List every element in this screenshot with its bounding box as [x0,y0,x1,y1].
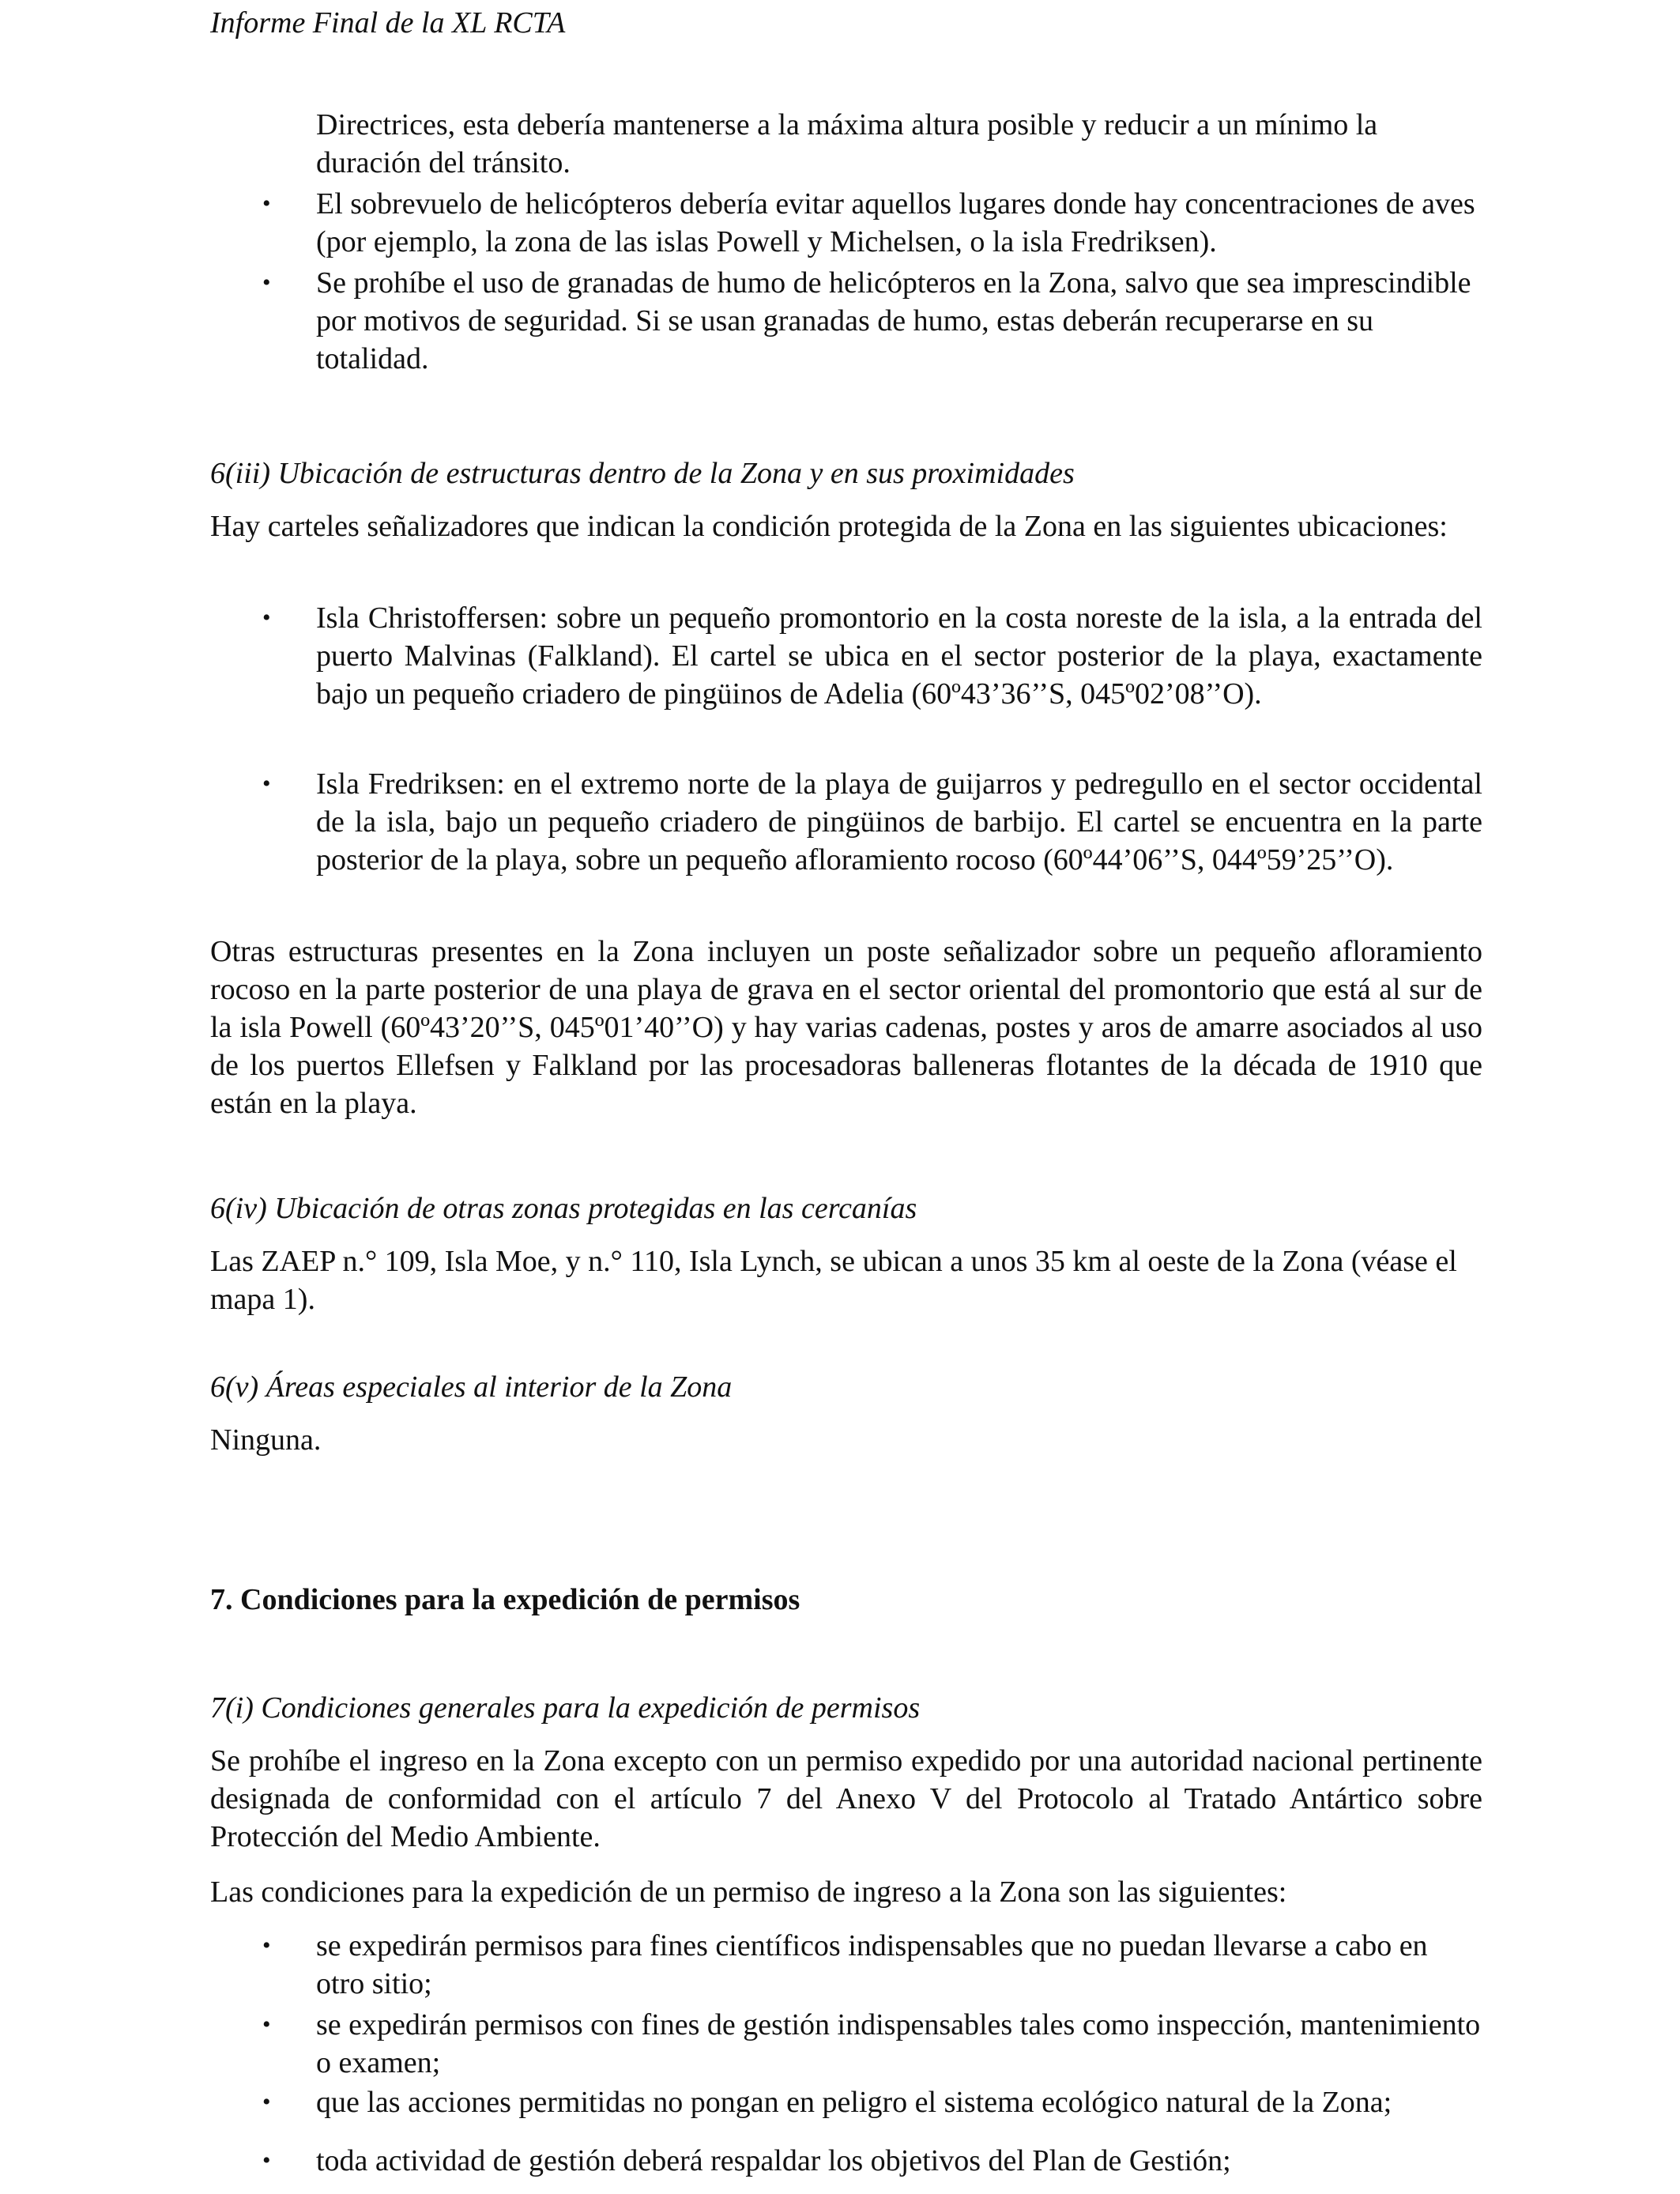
running-header: Informe Final de la XL RCTA [210,6,566,40]
list-item [262,2142,1482,2180]
list-item [262,599,1482,713]
section-heading-7: 7. Condiciones para la expedición de permisos [210,1583,800,1616]
list-item-text: Isla Fredriksen: en el extremo norte de la playa de guijarros y pedregullo en el sector occidental de la isla, bajo un pequeño criadero de pingüinos de barbijo. El cartel se encuentra en la parte posterior de la playa, sobre un pequeño afloramiento rocoso (60º44’06’’S, 044º59’25’’O). [316,767,1482,876]
list-item [262,185,1482,261]
section-heading-7i: 7(i) Condiciones generales para la expedición de permisos [210,1691,921,1725]
bullet-icon: • [262,190,271,217]
list-item-text: Isla Christoffersen: sobre un pequeño promontorio en la costa noreste de la isla, a la entrada del puerto Malvinas (Falkland). El cartel se ubica en el sector posterior de la playa, exactamente bajo un pequeño criadero de pingüinos de Adelia (60º43’36’’S, 045º02’08’’O). [316,601,1482,711]
bullet-icon: • [262,1932,271,1958]
bullet-icon: • [262,2089,271,2115]
bullet-icon: • [262,2147,271,2173]
list-item [262,264,1482,378]
list-item-text: se expedirán permisos con fines de gestión indispensables tales como inspección, mantenimiento o examen; [316,2008,1481,2079]
section-heading-6v: 6(v) Áreas especiales al interior de la Zona [210,1370,733,1404]
section-6iii-closing: Otras estructuras presentes en la Zona incluyen un poste señalizador sobre un pequeño afloramiento rocoso en la parte posterior de una playa de grava en el sector oriental del promontorio que está al sur de la isla Powell (60º43’20’’S, 045º01’40’’O) y hay varias cadenas, postes y aros de amarre asociados al uso de los puertos Ellefsen y Falkland por las procesadoras balleneras flotantes de la década de 1910 que están en la playa. [210,935,1482,1120]
list-item-text: se expedirán permisos para fines científicos indispensables que no puedan llevarse a cabo en otro sitio; [316,1929,1428,2000]
section-7i-conditions-intro: Las condiciones para la expedición de un permiso de ingreso a la Zona son las siguientes: [210,1875,1287,1909]
section-heading-6iv: 6(iv) Ubicación de otras zonas protegidas en las cercanías [210,1192,917,1225]
section-6iii-intro: Hay carteles señalizadores que indican la condición protegida de la Zona en las siguientes ubicaciones: [210,510,1448,543]
section-heading-6iii: 6(iii) Ubicación de estructuras dentro de la Zona y en sus proximidades [210,457,1075,490]
bullet-icon: • [262,771,271,797]
list-item-text: que las acciones permitidas no pongan en peligro el sistema ecológico natural de la Zona; [316,2086,1392,2119]
section-6v-body: Ninguna. [210,1423,322,1457]
list-item-text: El sobrevuelo de helicópteros debería evitar aquellos lugares donde hay concentraciones de aves (por ejemplo, la zona de las islas Powell y Michelsen, o la isla Fredriksen). [316,187,1475,258]
list-item [262,1927,1482,2003]
list-item-text: Se prohíbe el uso de granadas de humo de helicópteros en la Zona, salvo que sea imprescindible por motivos de seguridad. Si se usan granadas de humo, estas deberán recuperarse en su totalidad. [316,266,1471,375]
list-item [262,2083,1482,2121]
bullet-continuation: Directrices, esta debería mantenerse a la máxima altura posible y reducir a un mínimo la duración del tránsito. [316,108,1378,179]
section-6iv-body: Las ZAEP n.° 109, Isla Moe, y n.° 110, Isla Lynch, se ubican a unos 35 km al oeste de la Zona (véase el mapa 1). [210,1245,1457,1316]
section-7i-body: Se prohíbe el ingreso en la Zona excepto con un permiso expedido por una autoridad nacional pertinente designada de conformidad con el artículo 7 del Anexo V del Protocolo al Tratado Antártico sobre Protección del Medio Ambiente. [210,1744,1482,1853]
bullet-icon: • [262,2011,271,2038]
list-item-text: toda actividad de gestión deberá respaldar los objetivos del Plan de Gestión; [316,2144,1231,2177]
list-item [262,765,1482,879]
bullet-icon: • [262,605,271,631]
bullet-icon: • [262,270,271,296]
list-item [262,2006,1482,2082]
